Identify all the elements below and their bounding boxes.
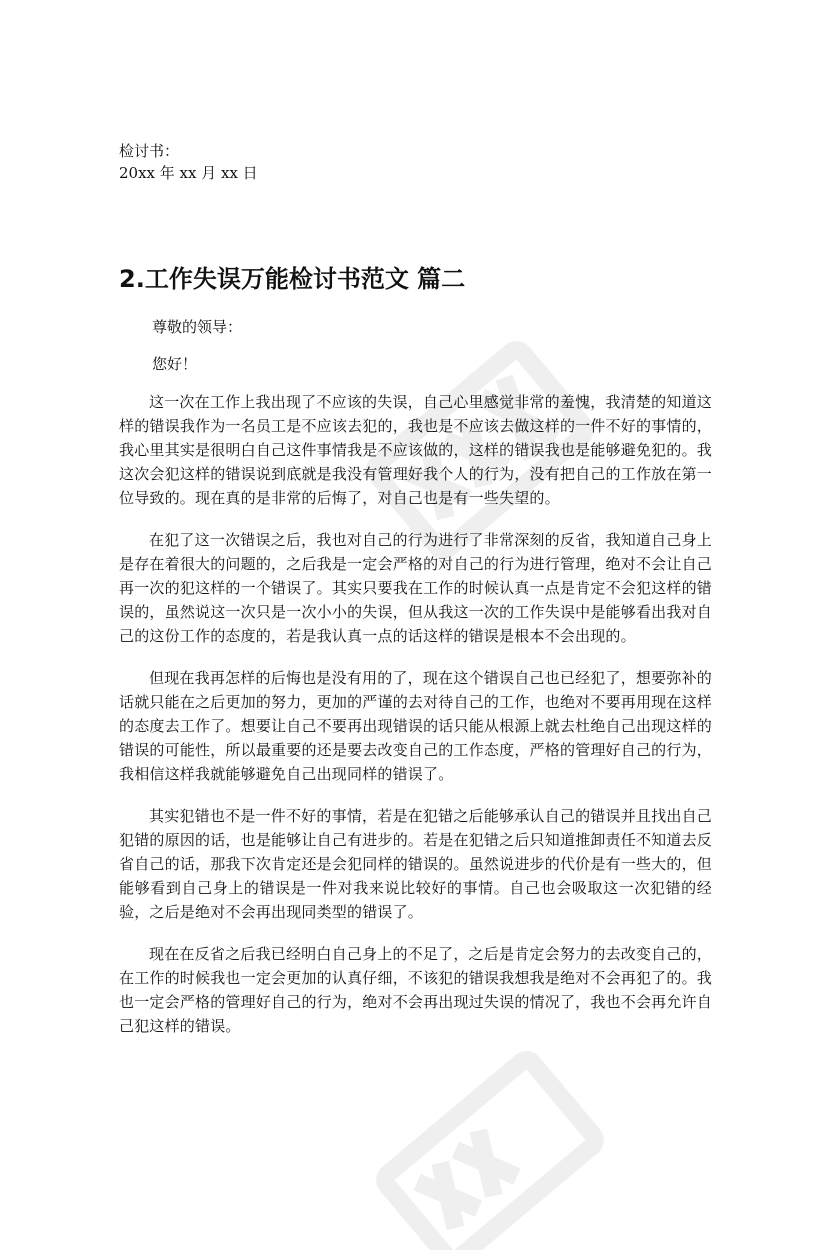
- salutation: 尊敬的领导：: [152, 318, 243, 336]
- signature-label: 检讨书：: [119, 142, 180, 160]
- section-heading: 2.工作失误万能检讨书范文 篇二: [119, 265, 466, 293]
- letter-body: [119, 390, 712, 1056]
- paragraph-3: 但现在我再怎样的后悔也是没有用的了，现在这个错误自己也已经犯了，想要弥补的话就只能在之后更加的努力，更加的严谨的去对待自己的工作，也绝对不要再用现在这样的态度去工作了。想要让自己不要再出现错误的话只能从根源上就去杜绝自己出现这样的错误的可能性，所以最重要的还是要去改变自己的工作态度，严格的管理好自己的行为，我相信这样我就能够避免自己出现同样的错误了。: [119, 669, 712, 783]
- paragraph-4: 其实犯错也不是一件不好的事情，若是在犯错之后能够承认自己的错误并且找出自己犯错的原因的话，也是能够让自己有进步的。若是在犯错之后只知道推卸责任不知道去反省自己的话，那我下次肯定还是会犯同样的错误的。虽然说进步的代价是有一些大的，但能够看到自己身上的错误是一件对我来说比较好的事情。自己也会吸取这一次犯错的经验，之后是绝对不会再出现同类型的错误了。: [119, 807, 712, 921]
- paragraph-1: 这一次在工作上我出现了不应该的失误，自己心里感觉非常的羞愧，我清楚的知道这样的错误我作为一名员工是不应该去犯的，我也是不应该去做这样的一件不好的事情的，我心里其实是很明白自己这件事情我是不应该做的，这样的错误我也是能够避免犯的。我这次会犯这样的错误说到底就是我没有管理好我个人的行为，没有把自己的工作放在第一位导致的。现在真的是非常的后悔了，对自己也是有一些失望的。: [119, 393, 712, 507]
- greeting: 您好！: [152, 355, 198, 373]
- paragraph-2: 在犯了这一次错误之后，我也对自己的行为进行了非常深刻的反省，我知道自己身上是存在着很大的问题的，之后我是一定会严格的对自己的行为进行管理，绝对不会让自己再一次的犯这样的一个错误了。其实只要我在工作的时候认真一点是肯定不会犯这样的错误的，虽然说这一次只是一次小小的失误，但从我这一次的工作失误中是能够看出我对自己的这份工作的态度的，若是我认真一点的话这样的错误是根本不会出现的。: [119, 531, 712, 645]
- paragraph-5: 现在在反省之后我已经明白自己身上的不足了，之后是肯定会努力的去改变自己的，在工作的时候我也一定会更加的认真仔细，不该犯的错误我想我是绝对不会再犯了的。我也一定会严格的管理好自己的行为，绝对不会再出现过失误的情况了，我也不会再允许自己犯这样的错误。: [119, 945, 712, 1035]
- signature-date: 20xx 年 xx 月 xx 日: [119, 164, 258, 182]
